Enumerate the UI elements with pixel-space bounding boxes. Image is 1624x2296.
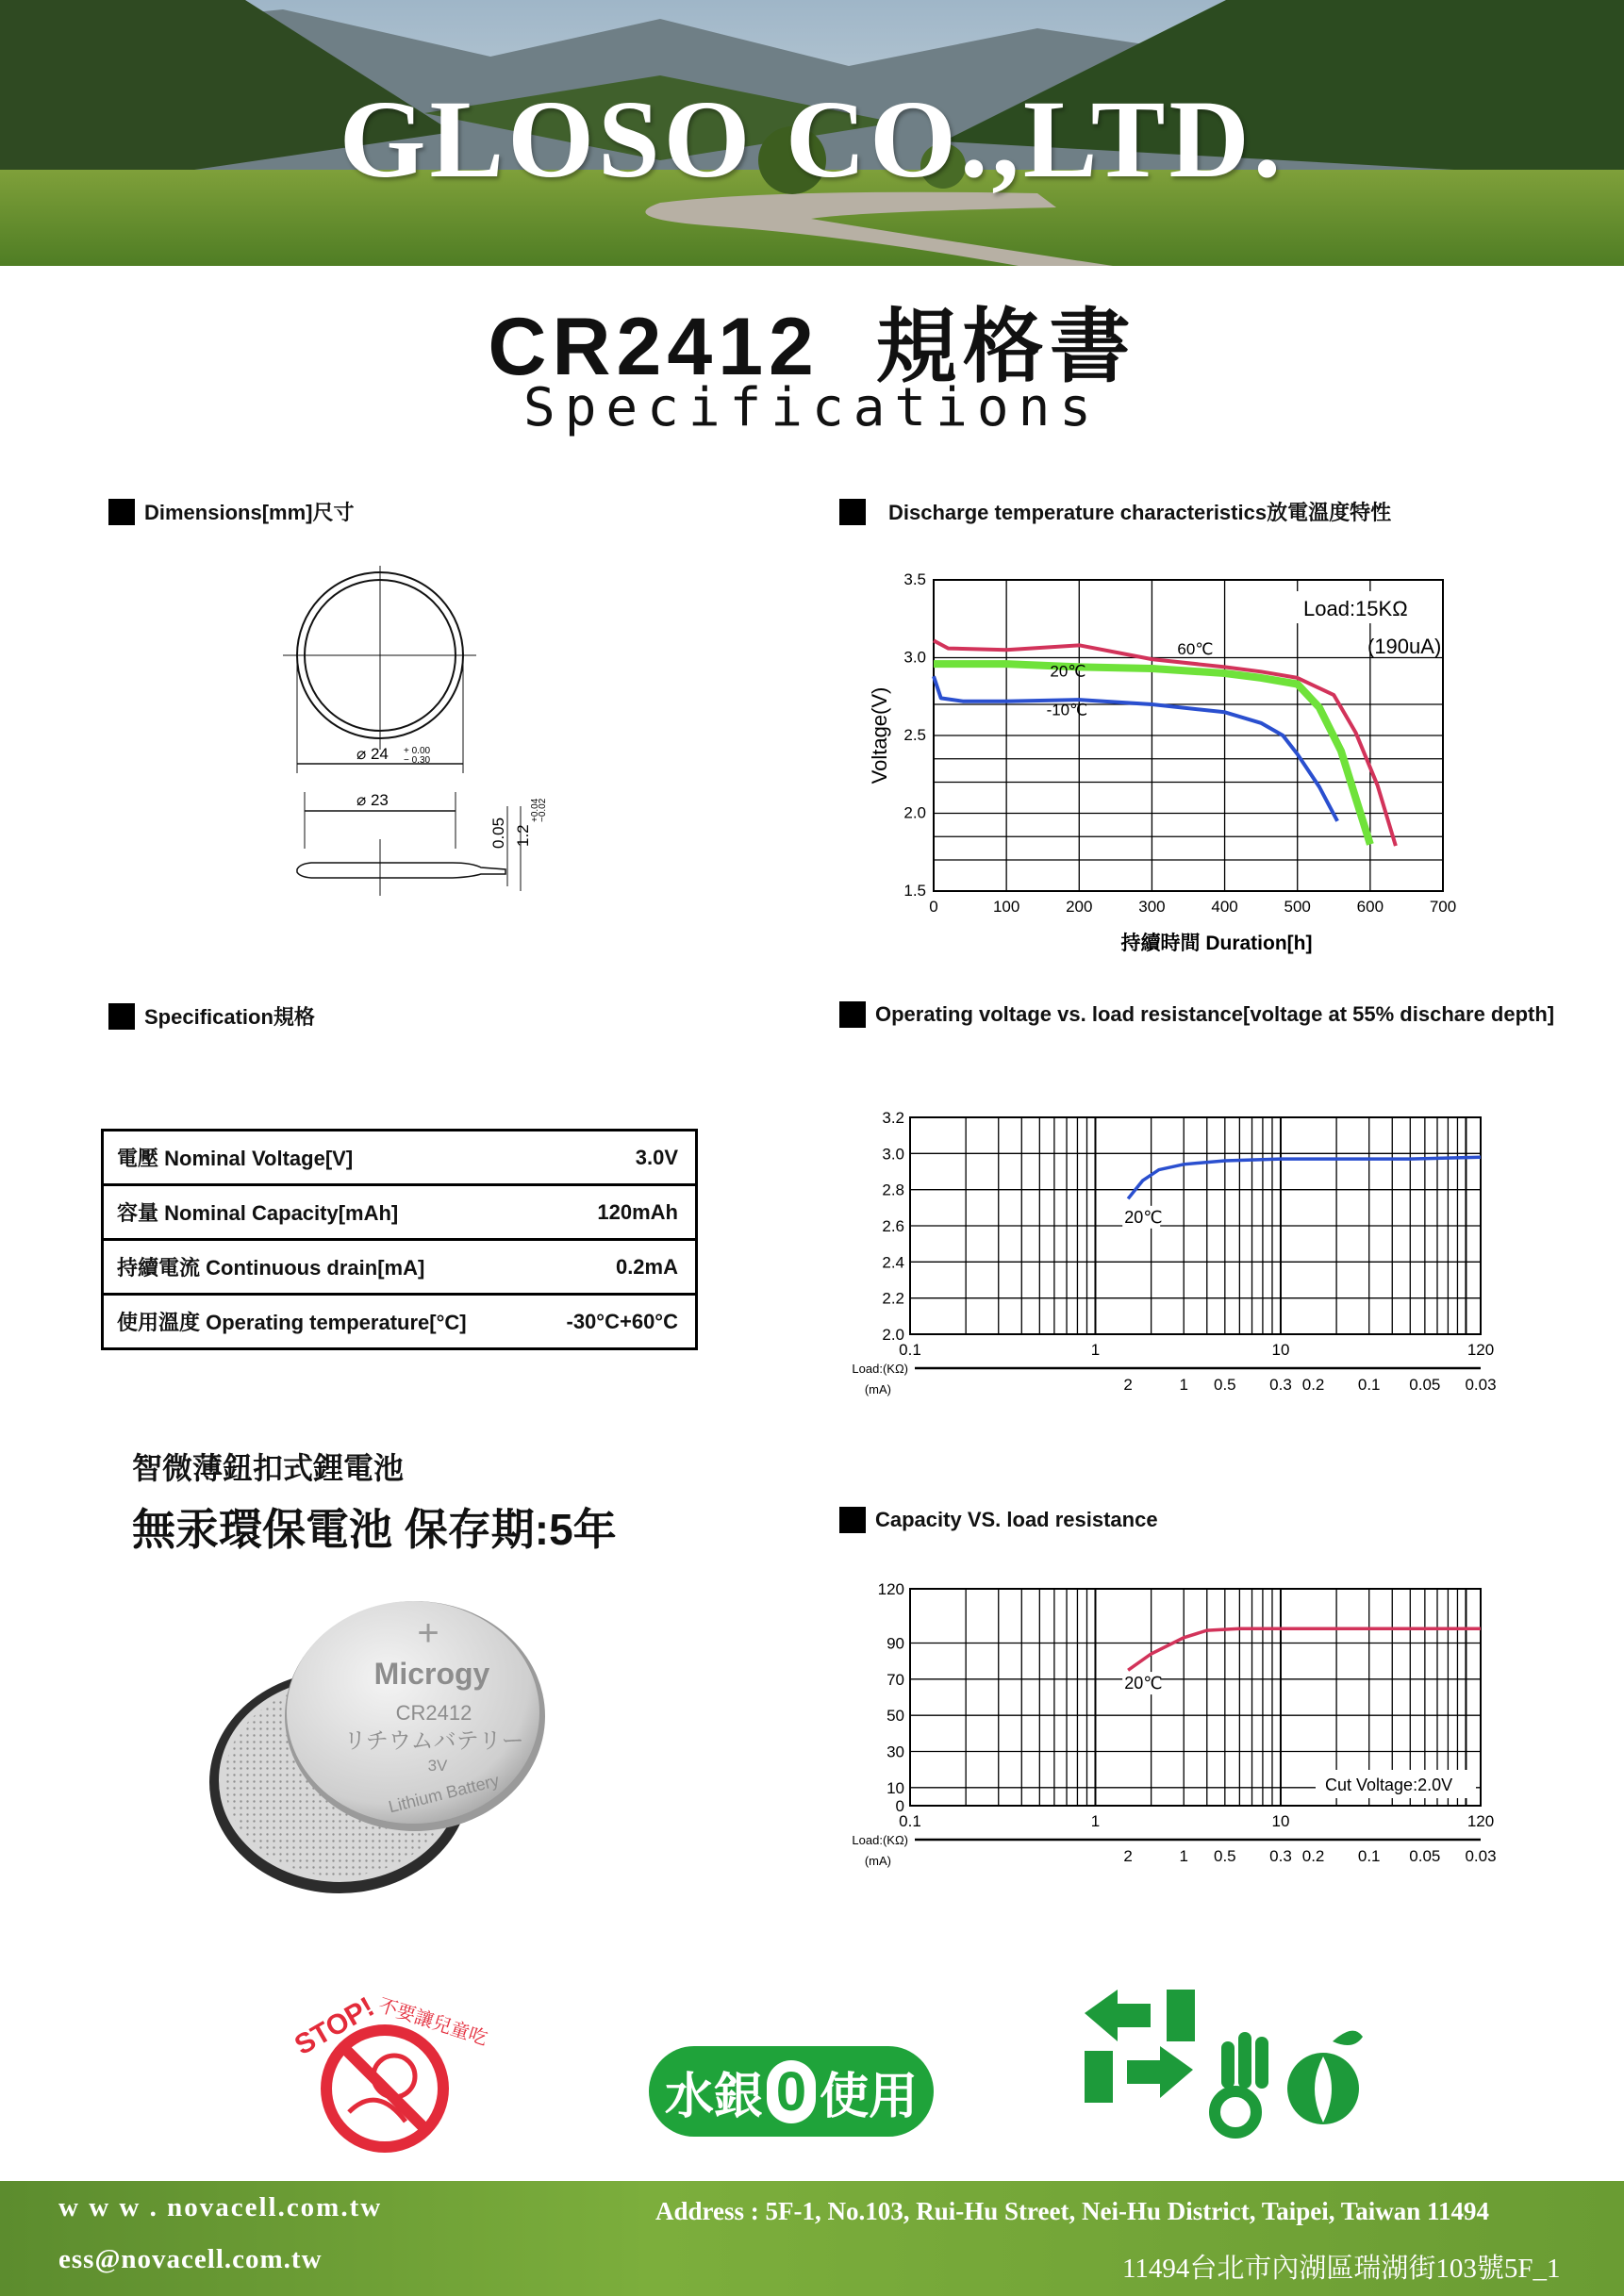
spec-label: 使用溫度 Operating temperature[°C] [117, 1311, 467, 1334]
stop-cn-label: 不要讓兒童吃 [375, 1994, 490, 2050]
spec-row [103, 1185, 697, 1240]
y-tick-label: 1.5 [903, 882, 926, 900]
ma-tick-label: 0.5 [1213, 1376, 1236, 1394]
x-tick-label: 700 [1429, 898, 1457, 916]
spec-label: 容量 Nominal Capacity[mAh] [103, 1185, 534, 1240]
load-axis-label: Load:(KΩ) [852, 1833, 908, 1847]
gap-label: 0.05 [489, 817, 507, 849]
bullet-square-icon [839, 499, 866, 525]
battery-jp: リチウムバテリー [343, 1728, 524, 1754]
current-annotation: (190uA) [1367, 635, 1442, 658]
x-axis-label: 持續時間 Duration[h] [1120, 933, 1313, 954]
ma-axis-label: (mA) [864, 1854, 891, 1868]
spec-value: 3.0V [533, 1131, 696, 1185]
ma-tick-label: 0.03 [1465, 1847, 1497, 1865]
section-discharge [839, 497, 1391, 526]
section-dimensions [108, 497, 354, 526]
battery-model: CR2412 [395, 1701, 472, 1725]
zero-label: 0 [767, 2060, 816, 2123]
x-tick-label: 10 [1271, 1812, 1290, 1830]
series-label: -10℃ [1046, 701, 1088, 719]
y-tick-label: 3.0 [882, 1145, 904, 1164]
y-tick-label: 2.6 [882, 1217, 904, 1235]
spec-table [101, 1129, 698, 1350]
series-label: 20℃ [1050, 662, 1086, 681]
operating-voltage-chart [830, 1098, 1509, 1410]
y-tick-label: 2.4 [882, 1253, 904, 1272]
bullet-square-icon [108, 499, 135, 525]
y-axis-label: Voltage(V) [868, 686, 891, 785]
battery-volt: 3V [427, 1757, 448, 1775]
ma-tick-label: 0.3 [1269, 1847, 1292, 1865]
spec-value: 0.2mA [533, 1240, 696, 1295]
height-tol-down: −0.02 [538, 798, 548, 822]
battery-brand: Microgy [373, 1657, 490, 1691]
y-tick-label: 120 [877, 1580, 904, 1598]
series-line [934, 676, 1337, 821]
x-tick-label: 500 [1284, 898, 1311, 916]
y-tick-label: 3.5 [903, 570, 926, 588]
section-title: Discharge temperature characteristics放電溫度特性 [888, 501, 1392, 524]
ma-tick-label: 0.05 [1409, 1376, 1441, 1394]
ma-tick-label: 0.2 [1301, 1376, 1325, 1394]
battery-image [198, 1594, 566, 1924]
bullet-square-icon [839, 1001, 866, 1028]
x-tick-label: 300 [1138, 898, 1166, 916]
spec-row [103, 1240, 697, 1295]
x-tick-label: 100 [992, 898, 1020, 916]
leaf-globe-icon [1287, 2031, 1363, 2124]
x-tick-label: 0 [929, 898, 938, 916]
x-tick-label: 0.1 [899, 1812, 921, 1830]
discharge-chart [849, 561, 1490, 966]
inner-diameter-label: ⌀ 23 [356, 791, 389, 809]
y-tick-label: 90 [887, 1634, 904, 1653]
ma-tick-label: 2 [1123, 1847, 1133, 1865]
cut-voltage-annotation: Cut Voltage:2.0V [1325, 1776, 1453, 1794]
promo-line-1: 智微薄鈕扣式鋰電池 [132, 1451, 405, 1485]
section-specification [108, 1001, 315, 1031]
section-operating [839, 1001, 1554, 1028]
company-name: GLOSO CO.,LTD. [339, 77, 1285, 201]
ma-axis-label: (mA) [864, 1382, 891, 1396]
use-label: 使用 [820, 2069, 919, 2124]
x-tick-label: 1 [1090, 1812, 1101, 1830]
tolerance-up: + 0.00 [404, 746, 431, 756]
bullet-square-icon [108, 1003, 135, 1030]
section-title: Operating voltage vs. load resistance[voltage at 55% dischare depth] [875, 1002, 1555, 1026]
spec-label: 電壓 Nominal Voltage[V] [103, 1131, 534, 1185]
ma-tick-label: 0.1 [1357, 1847, 1381, 1865]
spec-label: 持續電流 Continuous drain[mA] [103, 1240, 534, 1295]
ma-tick-label: 0.1 [1357, 1376, 1381, 1394]
stop-child-badge [283, 1990, 500, 2169]
tolerance-down: − 0.30 [404, 755, 431, 766]
x-tick-label: 120 [1467, 1341, 1495, 1359]
ma-tick-label: 0.5 [1213, 1847, 1236, 1865]
ma-tick-label: 0.03 [1465, 1376, 1497, 1394]
outer-diameter-label: ⌀ 24 [356, 745, 389, 763]
recycle-icon [1085, 1990, 1195, 2103]
series-line [1128, 1628, 1481, 1670]
series-line [1128, 1157, 1481, 1198]
dimension-drawing [283, 566, 585, 924]
series-label: 60℃ [1177, 640, 1214, 659]
section-title: Dimensions[mm]尺寸 [144, 501, 355, 524]
footer-email[interactable]: ess@novacell.com.tw [58, 2244, 323, 2274]
x-tick-label: 0.1 [899, 1341, 921, 1359]
series-label: 20℃ [1124, 1207, 1163, 1227]
capacity-chart [830, 1570, 1509, 1881]
section-capacity [839, 1507, 1158, 1533]
plus-icon: + [417, 1612, 439, 1654]
x-tick-label: 1 [1090, 1341, 1101, 1359]
y-tick-label: 2.0 [882, 1326, 904, 1344]
y-tick-label: 2.5 [903, 726, 926, 744]
page-subtitle: Specifications [522, 377, 1101, 438]
load-annotation: Load:15KΩ [1303, 597, 1408, 620]
spec-row [103, 1295, 697, 1349]
height-label: 1.2 [514, 824, 532, 847]
ma-tick-label: 0.3 [1269, 1376, 1292, 1394]
y-tick-label: 3.0 [903, 648, 926, 667]
x-tick-label: 600 [1356, 898, 1384, 916]
ma-tick-label: 1 [1179, 1376, 1188, 1394]
y-tick-label: 50 [887, 1707, 904, 1726]
height-tol-up: +0.04 [530, 798, 540, 822]
spec-value: -30°C+60°C [566, 1309, 678, 1333]
y-tick-label: 2.0 [903, 803, 926, 822]
y-tick-label: 10 [887, 1778, 904, 1797]
spec-value: 120mAh [533, 1185, 696, 1240]
footer-website[interactable]: w w w . novacell.com.tw [58, 2192, 383, 2222]
mercury-label: 水銀 [664, 2069, 763, 2124]
y-tick-label: 2.2 [882, 1289, 904, 1308]
ma-tick-label: 2 [1123, 1376, 1133, 1394]
footer-address-cn: 11494台北市內湖區瑞湖街103號5F_1 [1122, 2254, 1561, 2284]
x-tick-label: 200 [1066, 898, 1093, 916]
ma-tick-label: 0.05 [1409, 1847, 1441, 1865]
ma-tick-label: 1 [1179, 1847, 1188, 1865]
bullet-square-icon [839, 1507, 866, 1533]
y-tick-label: 2.8 [882, 1181, 904, 1199]
footer-address: Address : 5F-1, No.103, Rui-Hu Street, Nei-Hu District, Taipei, Taiwan 11494 [655, 2197, 1490, 2225]
battery-type: Lithium Battery [386, 1770, 502, 1817]
x-tick-label: 120 [1467, 1812, 1495, 1830]
y-tick-label: 3.2 [882, 1109, 904, 1127]
load-axis-label: Load:(KΩ) [852, 1362, 908, 1376]
promo-line-2: 無汞環保電池 保存期:5年 [132, 1505, 617, 1554]
y-tick-label: 70 [887, 1670, 904, 1689]
hand-icon [1215, 2032, 1268, 2133]
series-label: 20℃ [1124, 1674, 1163, 1693]
section-title: Specification規格 [144, 1005, 315, 1029]
recycle-logos [1080, 1985, 1363, 2155]
x-tick-label: 400 [1211, 898, 1238, 916]
mercury-free-badge [649, 2046, 934, 2137]
y-tick-label: 0 [895, 1797, 904, 1815]
ma-tick-label: 0.2 [1301, 1847, 1325, 1865]
stop-label: STOP! [290, 1990, 380, 2062]
spec-row [103, 1131, 697, 1185]
y-tick-label: 30 [887, 1743, 904, 1761]
section-title: Capacity VS. load resistance [875, 1508, 1158, 1531]
page-title: CR2412 規格書 [488, 302, 1136, 392]
x-tick-label: 10 [1271, 1341, 1290, 1359]
